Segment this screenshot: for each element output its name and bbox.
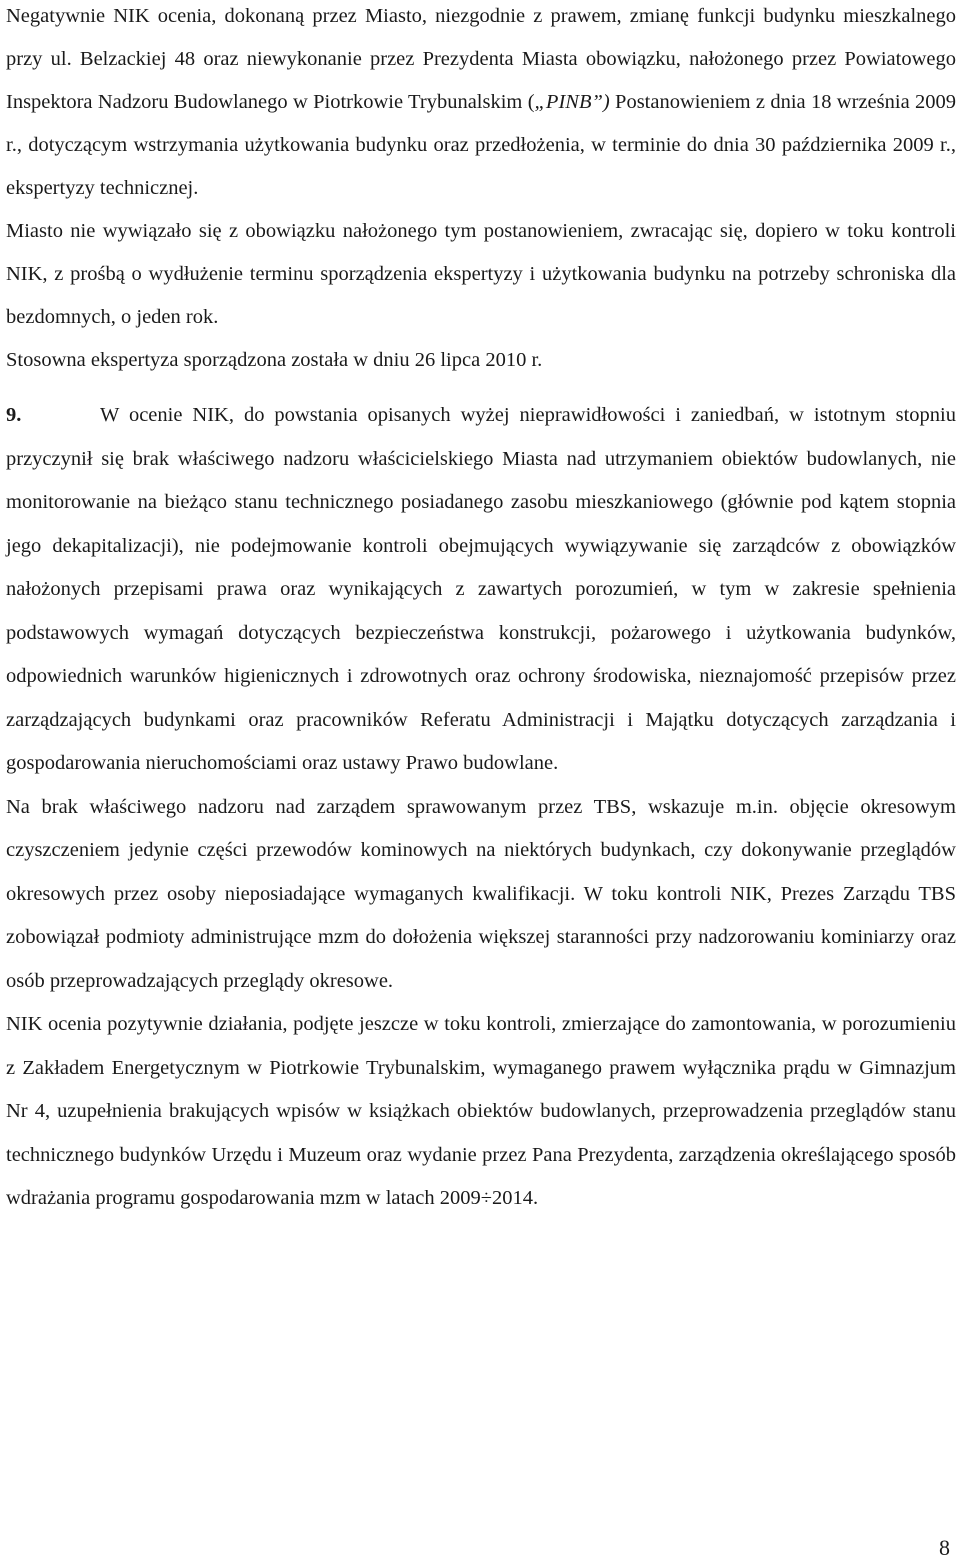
page-number: 8 [939,1535,950,1560]
paragraph-text: Postanowieniem z dnia 18 września 2009 r., dotyczącym wstrzymania użytkowania budynku oraz przedłożenia, w terminie do dnia 30 października 2009 r., ekspertyzy technicznej. [6,91,956,199]
document-page [6,0,956,1221]
section-number: 9. [6,404,22,426]
paragraph-text: Negatywnie NIK ocenia, dokonaną przez Miasto, niezgodnie z prawem, zmianę funkcji budynku mieszkalnego przy ul. Belzackiej 48 oraz niewykonanie przez Prezydenta Miasta obowiązku, nałożonego przez Powiatowego Inspektora Nadzoru Budowlanego w Piotrkowie Trybunalskim ( [6,5,956,113]
paragraph-section-9 [6,394,956,786]
paragraph-pinb-assessment [6,0,956,210]
pinb-abbreviation: „PINB”) [534,91,610,113]
paragraph-tbs-supervision: Na brak właściwego nadzoru nad zarządem sprawowanym przez TBS, wskazuje m.in. objęcie okresowym czyszczeniem jedynie części przewodów kominowych na niektórych budynkach, czy dokonywanie przeglądów okresowych przez osoby nieposiadające wymaganych kwalifikacji. W toku kontroli NIK, Prezes Zarządu TBS zobowiązał podmioty administrujące mzm do dołożenia większej staranności przy nadzorowaniu kominiarzy oraz osób przeprowadzających przeglądy okresowe. [6,795,956,992]
paragraph-city-obligation: Miasto nie wywiązało się z obowiązku nałożonego tym postanowieniem, zwracając się, dopiero w toku kontroli NIK, z prośbą o wydłużenie terminu sporządzenia ekspertyzy i użytkowania budynku na potrzeby schroniska dla bezdomnych, o jeden rok. [6,220,956,328]
paragraph-text: W ocenie NIK, do powstania opisanych wyżej nieprawidłowości i zaniedbań, w istotnym stopniu przyczynił się brak właściwego nadzoru właścicielskiego Miasta nad utrzymaniem obiektów budowlanych, nie monitorowanie na bieżąco stanu technicznego posiadanego zasobu mieszkaniowego (głównie pod kątem stopnia jego dekapitalizacji), nie podejmowanie kontroli obejmujących wywiązywanie się zarządców z obowiązków nałożonych przepisami prawa oraz wynikających z zawartych porozumień, w tym w zakresie spełnienia podstawowych wymagań dotyczących bezpieczeństwa konstrukcji, pożarowego i użytkowania budynków, odpowiednich warunków higienicznych i zdrowotnych oraz ochrony środowiska, nieznajomość przepisów przez zarządzających budynkami oraz pracowników Referatu Administracji i Majątku dotyczących zarządzania i gospodarowania nieruchomościami oraz ustawy Prawo budowlane. [6,404,956,774]
paragraph-expertise-date: Stosowna ekspertyza sporządzona została w dniu 26 lipca 2010 r. [6,349,543,371]
paragraph-positive-actions: NIK ocenia pozytywnie działania, podjęte jeszcze w toku kontroli, zmierzające do zamontowania, w porozumieniu z Zakładem Energetycznym w Piotrkowie Trybunalskim, wymaganego prawem wyłącznika prądu w Gimnazjum Nr 4, uzupełnienia brakujących wpisów w książkach obiektów budowlanych, przeprowadzenia przeglądów stanu technicznego budynków Urzędu i Muzeum oraz wydanie przez Pana Prezydenta, zarządzenia określającego sposób wdrażania programu gospodarowania mzm w latach 2009÷2014. [6,1013,956,1209]
